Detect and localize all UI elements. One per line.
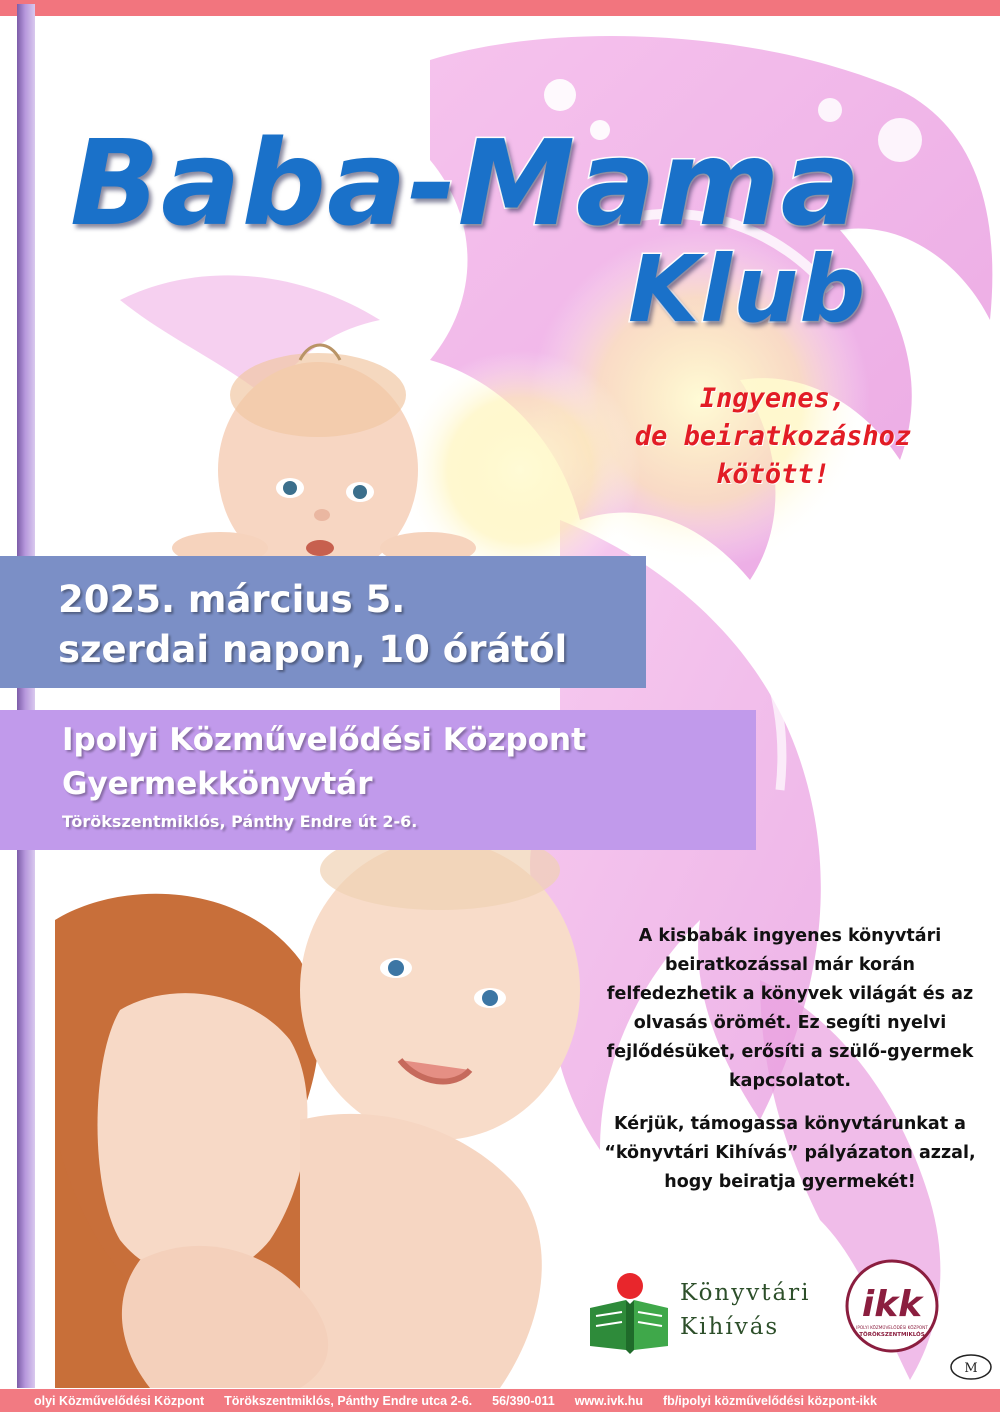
info-paragraph-1: A kisbabák ingyenes könyvtári beiratkozással már korán felfedezhetik a könyvek világát és az olvasás örömét. Ez segíti nyelvi fejlődésüket, erősíti a szülő-gyermek kapcsolatot. bbox=[606, 926, 974, 1091]
kihivas-logo-line-1: Könyvtári bbox=[680, 1280, 811, 1306]
free-registration-note bbox=[588, 380, 958, 494]
konyvtari-kihivas-logo bbox=[586, 1268, 836, 1358]
left-accent-stripe bbox=[17, 4, 35, 1388]
title-line-2: Klub bbox=[628, 236, 867, 343]
signature-mark-letter: M bbox=[964, 1361, 978, 1376]
footer-phone: 56/390-011 bbox=[492, 1393, 555, 1408]
ikk-logo-line-1: IPOLYI KÖZMŰVELŐDÉSI KÖZPONT bbox=[856, 1325, 928, 1330]
venue-name: Ipolyi Közművelődési Központ bbox=[62, 722, 586, 758]
ikk-logo-icon bbox=[844, 1258, 940, 1354]
footer-bar bbox=[0, 1389, 1000, 1412]
footer-org: olyi Közművelődési Központ bbox=[34, 1393, 205, 1408]
event-time: szerdai napon, 10 órától bbox=[58, 628, 568, 671]
info-text bbox=[600, 922, 980, 1197]
ikk-initials: ikk bbox=[861, 1284, 923, 1325]
venue-address: Törökszentmiklós, Pánthy Endre út 2-6. bbox=[62, 812, 418, 831]
footer-facebook-link[interactable]: fb/ipolyi közművelődési központ-ikk bbox=[663, 1393, 877, 1408]
footer-web-link[interactable]: www.ivk.hu bbox=[574, 1393, 644, 1408]
title-line-1: Baba-Mama bbox=[70, 114, 862, 252]
signature-mark-icon bbox=[948, 1352, 994, 1382]
open-book-icon bbox=[586, 1268, 672, 1358]
info-paragraph-2: Kérjük, támogassa könyvtárunkat a “könyvtári Kihívás” pályázaton azzal, hogy beiratja gyermekét! bbox=[604, 1114, 976, 1192]
note-line-1: Ingyenes, bbox=[699, 383, 847, 414]
ikk-logo-line-2: TÖRÖKSZENTMIKLÓS bbox=[859, 1332, 925, 1338]
note-line-2: de beiratkozáshoz bbox=[634, 421, 912, 452]
footer-address: Törökszentmiklós, Pánthy Endre utca 2-6. bbox=[224, 1393, 473, 1408]
note-line-3: kötött! bbox=[716, 459, 830, 490]
mother-baby-illustration bbox=[55, 830, 580, 1388]
venue-unit: Gyermekkönyvtár bbox=[62, 766, 373, 802]
kihivas-logo-line-2: Kihívás bbox=[680, 1314, 780, 1340]
event-date: 2025. március 5. bbox=[58, 578, 406, 621]
